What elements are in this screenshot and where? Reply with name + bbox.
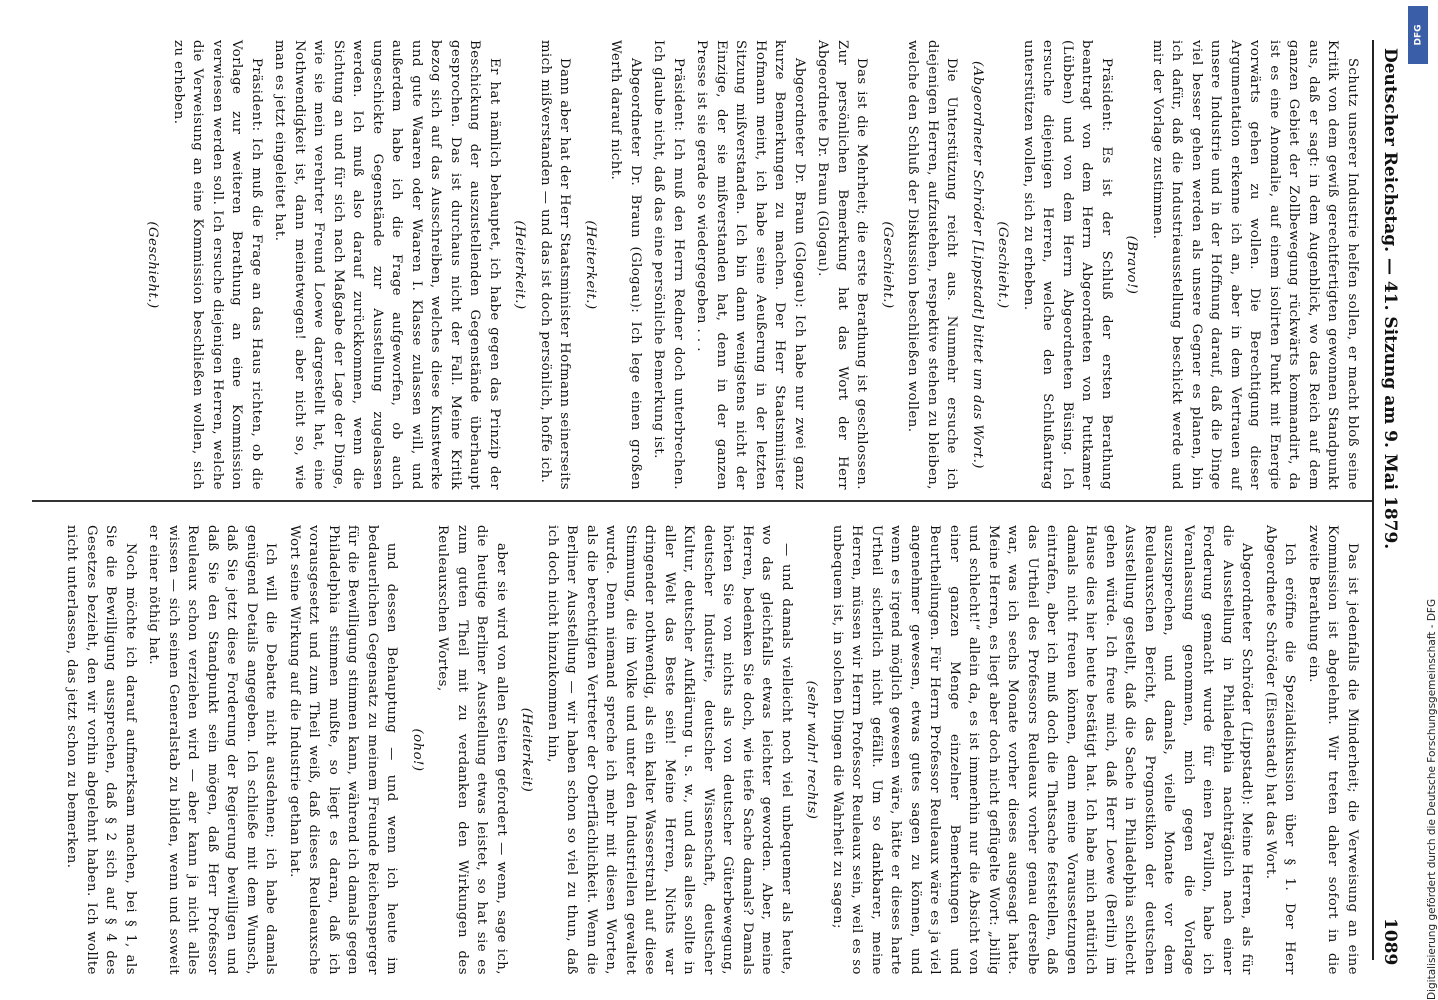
paragraph: und dessen Behauptung — und wenn ich heute im bedauerlichen Gegensatz zu meinem Freunde Reichensperger für die Bewilligung stimmen kann, während ich damals gegen Philadelphia stimmen mußte, so liegt es daran, daß ich vorausgesetzt und zum Theil weiß, daß dieses Reuleauxsche Wort seine Wirkung auf die Industrie gethan hat. [287,525,400,975]
paragraph: Schutz unserer Industrie helfen sollen, er macht bloß seine Kritik von dem gewiß gerechtfertigten gewonnen Standpunkt aus, daß er sagt: in dem Augenblick, wo das Reich auf dem ganzen Gebiet der Zollbewegung rückwärts kommandirt, da ist es eine Anomalie, auf einem isolirten Punkt mit Energie vorwärts gehen zu wollen. Die Berechtigung dieser Argumentation erkenne ich an, aber in dem Vertrauen auf unsere Industrie und in der Hoffnung darauf, daß die Dinge viel besser gehen werden als unsere Gegner es planen, bin ich dafür, daß die Industrieausstellung beschickt werde und mir der Vorlage zustimmen. [1150,40,1360,490]
paragraph: — und damals vielleicht noch viel unbequemer als heute, wo das gleichfalls etwas leichter geworden. Aber, meine Herren, bedenken Sie doch, wie tiefe Sache damals? Damals hörten Sie von nichts als von deutscher Güterbewegung, deutscher Industrie, deutscher Wissenschaft, deutscher Kultur, deutscher Aufklärung u. s. w., und das alles sollte in aller Welt das Beste sein! Meine Herren, Nichts war dringender nothwendig, als ein kalter Wasserstrahl auf diese Stimmung, die im Volke und unter den Industriellen gewaltet wurde. Denn niemand spreche ich mehr mit diesen Worten, als die berechtigten Vertreter der Oberflächlichkeit. Wenn die Berliner Ausstellung — wir haben schon so viel zu thun, daß ich doch nicht hinzukommen hin, [545,525,794,975]
page-header [1368,18,1414,982]
interjection: (Heiterkeit.) [512,220,528,310]
interjection: (oho!) [410,728,425,772]
header-rule [1372,40,1374,960]
paragraph: Er hat nämlich behauptet, ich habe gegen das Prinzip der Beschickung der auszustellenden Gegenstände überhaupt gesprochen. Das ist durchaus nicht der Fall. Meine Kritik bezog sich auf das Ausschreiben, welches diese Kunstwerke und gute Waaren oder Waaren I. Klasse zulassen will, und außerdem habe ich die Frage aufgeworfen, ob auch ungeschickte Gegenstände zur Ausstellung zugelassen werden. Ich muß also darauf zurückkommen, wenn die Sichtung an und für sich nach Maßgabe der Lage der Dinge, wie sie mein verehrter Freund Loewe dargestellt hat, eine Nothwendigkeit ist, dann meinetwegen! aber nicht so, wie man es jetzt eingeleitet hat. [272,40,502,490]
interjection: (sehr wahr! rechts) [804,680,820,820]
paragraph: Ich will die Debatte nicht ausdehnen; ich habe damals genügend Details angegeben. Ich schließe mit dem Wunsch, daß Sie jetzt diese Forderung der Regierung bewilligen und daß Sie den Standpunkt sein mögen, daß Herr Professor Reuleaux schon verziehen wird — aber kann ja nicht alles wissen — sich seinen Generalstab zu bilden, wenn und soweit er einer nöthig hat. [146,525,279,975]
dfg-logo: DFG [1408,6,1428,64]
interjection: (Abgeordneter Schröder [Lippstadt] bittet um das Wort.) [970,61,985,469]
paragraph: Das ist die Mehrheit; die erste Berathung ist geschlossen. Zur persönlichen Bemerkung hat das Wort der Herr Abgeordnete Dr. Braun (Glogau). [815,40,870,490]
paragraph: Abgeordneter Schröder (Lippstadt): Meine Herren, als für die Ausstellung in Philadelphia nachträglich nach einer Forderung gemacht wurde für einen Pavillon, habe ich Veranlassung genommen, mich gegen die Vorlage auszusprechen, und damals, vielle Monate vor dem Reuleauxschen Bericht, das Prognostikon der deutschen Ausstellung gestellt, daß die Sache in Philadelphia schlecht gehen würde. Ich freue mich, daß Herr Loewe (Berlin) im Hause dies hier heute bestätigt hat. Ich habe mich natürlich damals nicht freuen können, denn meine Voraussetzungen eintrafen, aber ich muß doch die Thatsache feststellen, daß das Urtheil des Professors Reuleaux vorher genau derselbe war, was ich sechs Monate vorher dieses ausgesagt hatte. Meine Herren, es liegt aber doch nicht geflügelte Wort: „billig und schlecht!“ allein da, es ist immerhin nur die Absicht von einer ganzen Menge einzelner Bemerkungen und Beurtheilungen. Für Herrn Professor Reuleaux wäre es ja viel angenehmer gewesen, etwas gutes sagen zu können, und wenn es irgend möglich gewesen wäre, hätte er dieses harte Urtheil sicherlich nicht gefällt. Um so dankbarer, meine Herren, müssen wir Herrn Professor Reuleaux sein, weil es so unbequem ist, in solchen Dingen die Wahrheit zu sagen; [830,525,1255,975]
paragraph: Das ist jedenfalls die Minderheit; die Verweisung an eine Kommission ist abgelehnt. Wir treten daher sofort in die zweite Berathung ein. [1306,525,1360,975]
text-column-left [32,40,1362,490]
header-title: Deutscher Reichstag. — 41. Sitzung am 9. Mai 1879. [1380,48,1400,550]
interjection: (Heiterkeit) [519,707,535,793]
page-number: 1089 [1380,918,1400,966]
paragraph: Die Unterstützung reicht aus. Nunmehr ersuche ich diejenigen Herren, aufzustehen, respektive stehen zu bleiben, welche den Schluß der Diskussion beschließen wollen. [905,40,960,490]
paragraph: Präsident: Ich muß die Frage an das Haus richten, ob die Vorlage zur weiteren Berathung an eine Kommission verwiesen werden soll. Ich ersuche diejenigen Herren, welche die Verweisung an eine Kommission beschließen wollen, sich zu erheben. [171,40,264,490]
paragraph: aber sie wird von allen Seiten gefordert — wenn, sage ich, die heutige Berliner Ausstellung etwas leistet, so hat sie es zum guten Theil mit zu verdanken den Wirkungen des Reuleauxschen Wortes, [435,525,509,975]
interjection: (Geschieht.) [995,221,1011,309]
paragraph: Abgeordneter Dr. Braun (Glogau): Ich lege einen großen Werth darauf nicht. [608,40,643,490]
paragraph: Abgeordneter Dr. Braun (Glogau): Ich habe nur zwei ganz kurze Bemerkungen zu machen. Der Herr Staatsminister Hofmann meint, ich habe seine Aeußerung in der letzten Sitzung mißverstanden. Ich bin dann wenigstens nicht der Einzige, der sie mißverstanden hat, denn in der ganzen Presse ist sie gerade so wiedergegeben . . . [694,40,807,490]
text-column-right [32,525,1362,975]
interjection: (Heiterkeit.) [583,220,598,310]
paragraph: Ich eröffne die Spezialdiskussion über § 1. Der Herr Abgeordnete Schröder (Eisenstadt) hat das Wort. [1263,525,1298,975]
paragraph: Präsident: Ich muß den Herrn Redner doch unterbrechen. Ich glaube nicht, daß das eine persönliche Bemerkung ist. [651,40,686,490]
paragraph: Noch möchte ich darauf aufmerksam machen, bei § 1, als Sie die Bewilligung aussprechen, daß § 2 sich auf § 4 des Gesetzes bezieht, den wir vorhin abgelehnt haben. Ich wollte nicht unterlassen, das jetzt schon zu bemerken. [64,525,138,975]
interjection: (Geschieht.) [880,221,895,309]
column-divider [32,500,1372,502]
digitization-note: Digitalisierung gefördert durch die Deutsche Forschungsgemeinschaft - DFG [1426,598,1438,1000]
interjection: (Geschieht.) [145,221,161,309]
paragraph: Dann aber hat der Herr Staatsminister Hofmann seinerseits mich mißverstanden — und das ist doch persönlich, hoffe ich. [538,40,573,490]
paragraph: Präsident: Es ist der Schluß der ersten Berathung beantragt von dem Herrn Abgeordneten von Puttkamer (Lübben) und von dem Herrn Abgeordneten Büsing. Ich ersuche diejenigen Herren, welche den Schlußantrag unterstützen wollen, sich zu erheben. [1021,40,1114,490]
interjection: (Bravo!) [1124,235,1140,295]
